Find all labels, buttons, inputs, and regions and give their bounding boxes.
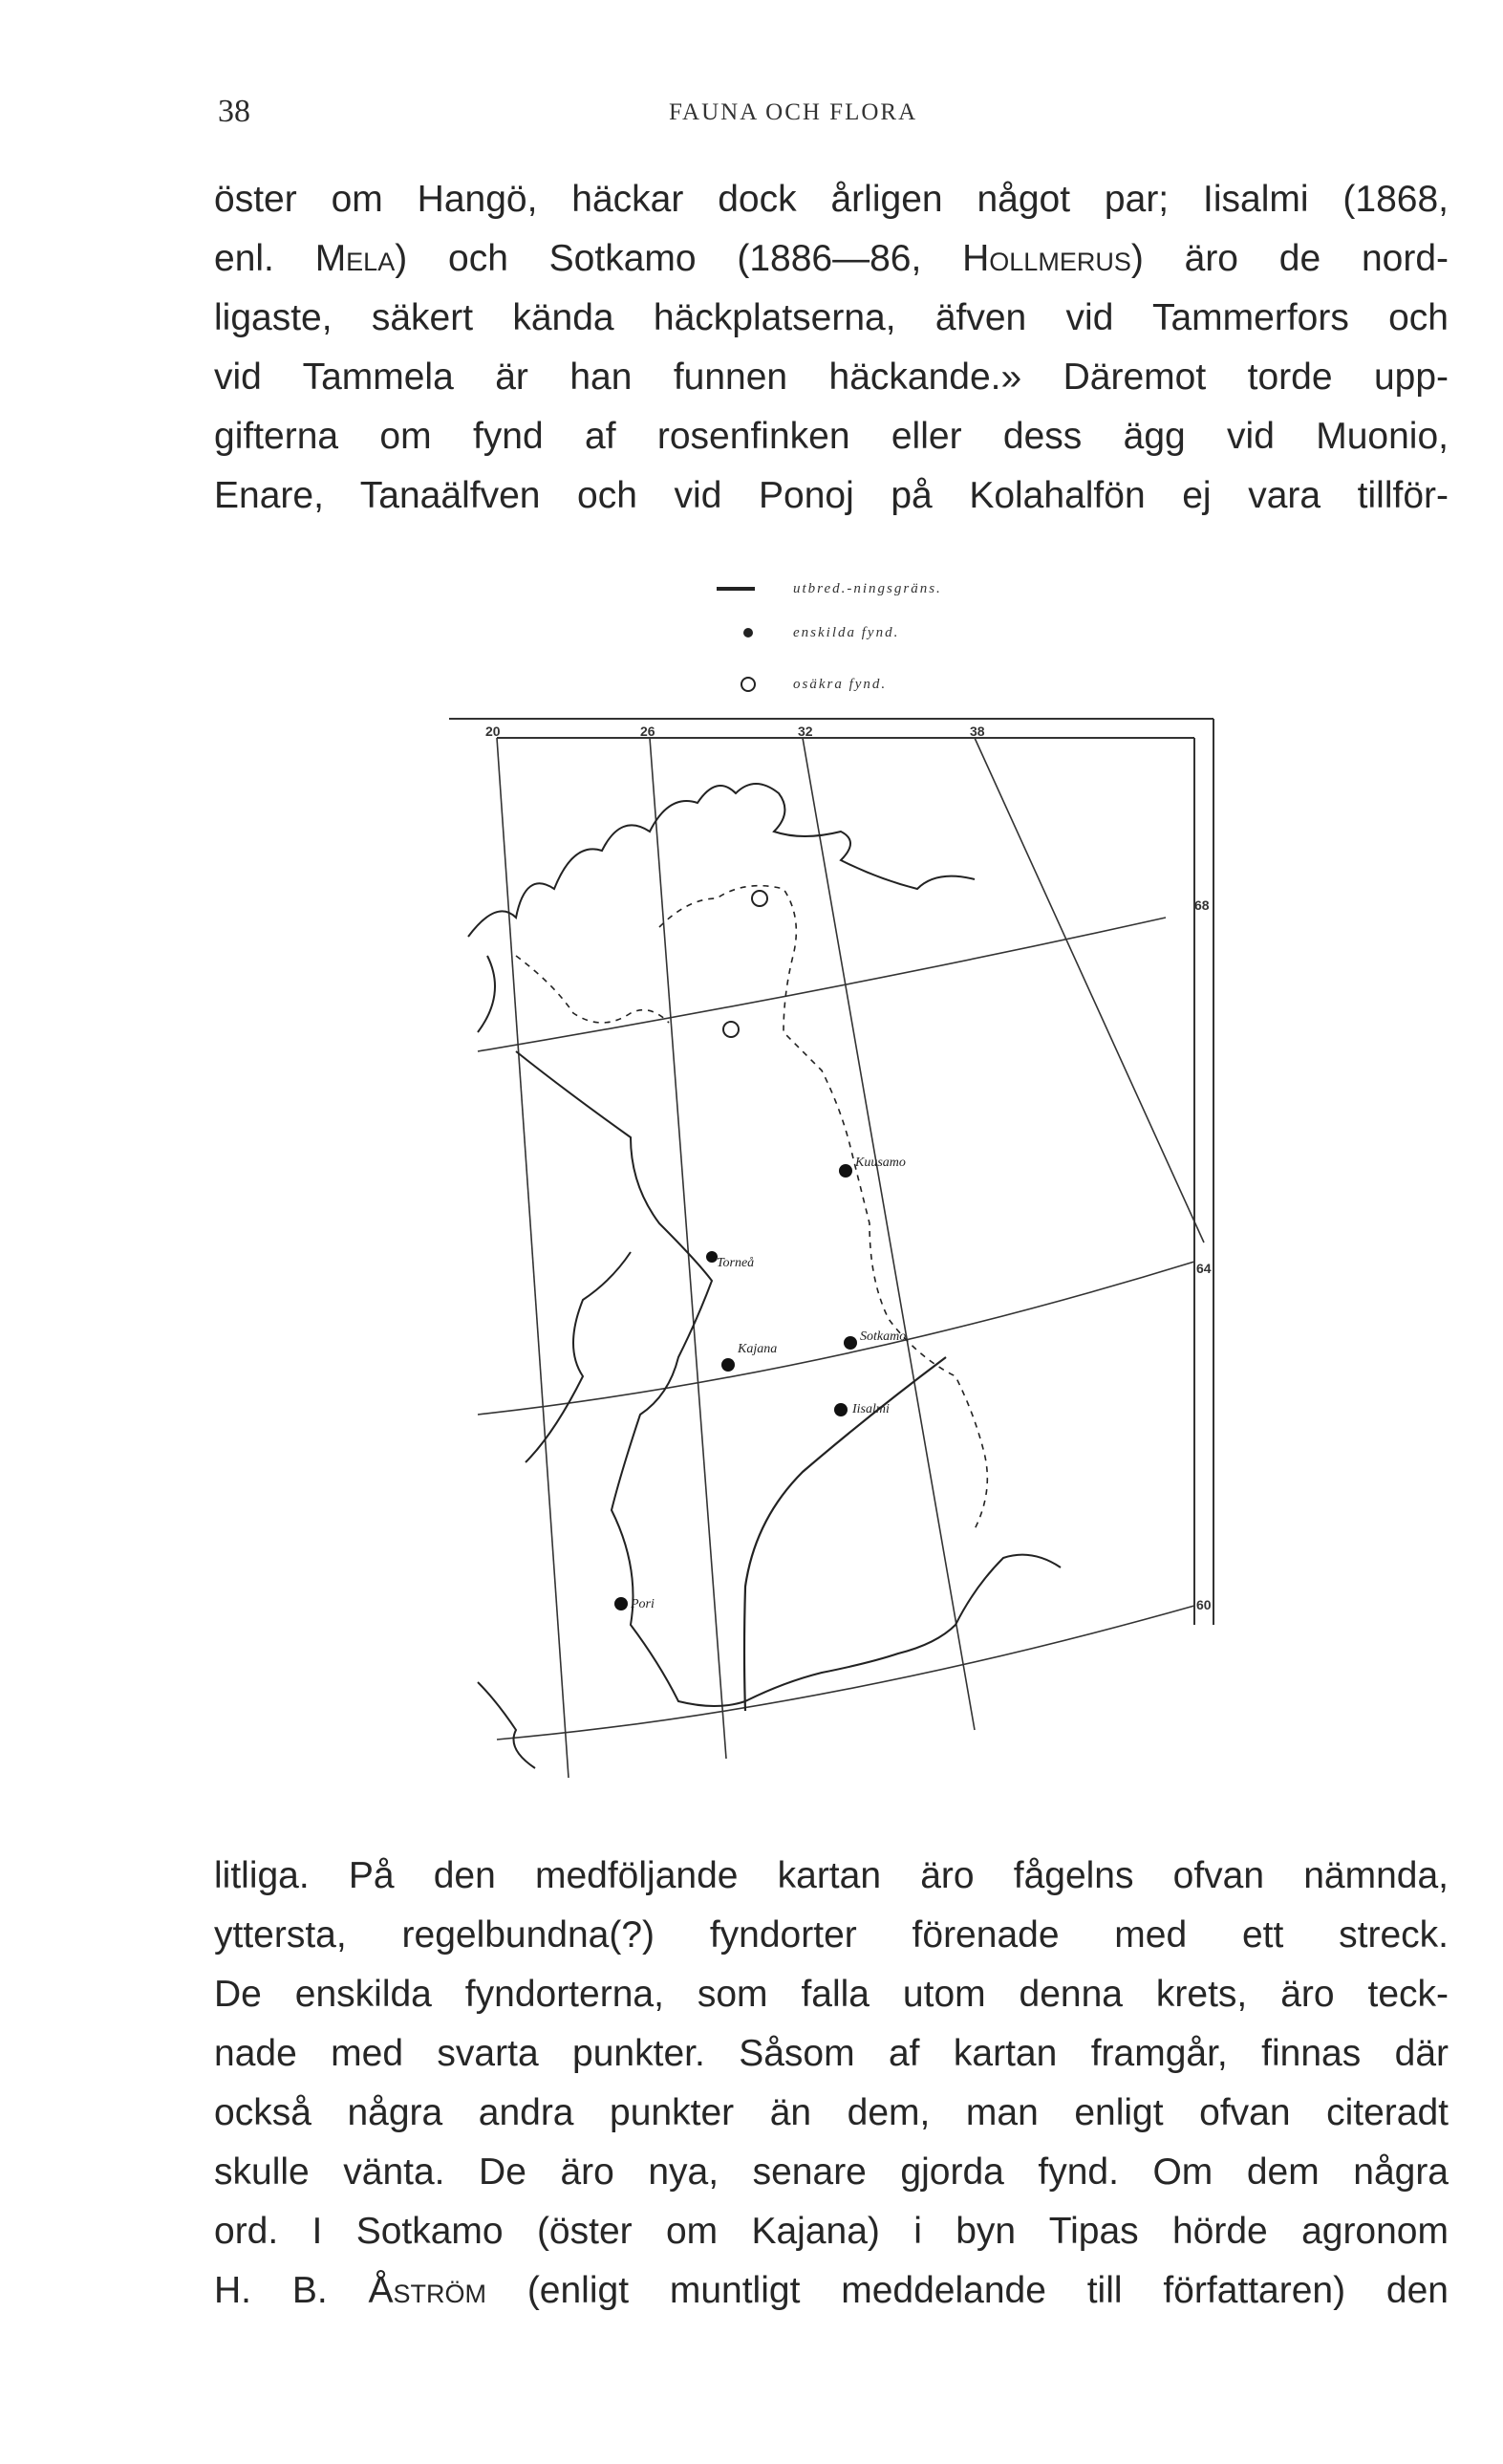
- text-line: öster om Hangö, häckar dock årligen något par; Iisalmi (1868,: [214, 179, 1449, 220]
- text-line: yttersta, regelbundna(?) fyndorter förenade med ett streck.: [214, 1914, 1449, 1956]
- border-line: [516, 886, 987, 1529]
- latitude-label: 60: [1196, 1597, 1212, 1612]
- text-line: [214, 229, 1449, 289]
- text-line: också några andra punkter än dem, man enligt ofvan citeradt: [214, 2092, 1449, 2133]
- place-label-sotkamo: Sotkamo: [860, 1329, 907, 1344]
- legend-circle-label: osäkra fynd.: [793, 677, 888, 692]
- author-name-hollmerus: Hollmerus: [962, 238, 1131, 279]
- text-run: (enligt muntligt meddelande till författaren) den: [486, 2270, 1449, 2311]
- text-line: ligaste, säkert kända häckplatserna, äfven vid Tammerfors och: [214, 297, 1449, 338]
- legend-dot-symbol: [743, 628, 753, 638]
- text-line: ord. I Sotkamo (öster om Kajana) i byn Tipas hörde agronom: [214, 2211, 1449, 2252]
- text-line: [214, 2261, 1449, 2321]
- place-label-pori: Pori: [631, 1597, 655, 1611]
- text-line: De enskilda fyndorterna, som falla utom denna krets, äro teck-: [214, 1974, 1449, 2015]
- longitude-label: 20: [485, 724, 501, 739]
- find-dot-iisalmi: [834, 1403, 848, 1416]
- text-run: ) äro de nord-: [1130, 238, 1449, 279]
- find-dot-kuusamo: [839, 1164, 852, 1178]
- place-label-tornea: Torneå: [717, 1256, 755, 1270]
- latitude-label: 68: [1194, 897, 1210, 913]
- place-label-kajana: Kajana: [738, 1342, 778, 1356]
- text-line: skulle vänta. De äro nya, senare gjorda fynd. Om dem några: [214, 2151, 1449, 2193]
- body-paragraph-bottom: [214, 1847, 1449, 2321]
- author-name-astrom: Åström: [368, 2270, 486, 2311]
- text-run: enl.: [214, 238, 315, 279]
- legend-dot-label: enskilda fynd.: [793, 625, 900, 640]
- longitude-label: 26: [640, 724, 655, 739]
- uncertain-find-marker: [723, 1022, 739, 1037]
- text-line: gifterna om fynd af rosenfinken eller dess ägg vid Muonio,: [214, 416, 1449, 457]
- find-dot-sotkamo: [844, 1336, 857, 1350]
- body-paragraph-top: [214, 170, 1449, 526]
- distribution-map: [440, 554, 1223, 1797]
- longitude-label: 32: [798, 724, 813, 739]
- text-run: H. B.: [214, 2270, 369, 2311]
- running-head: FAUNA OCH FLORA: [669, 99, 918, 125]
- longitude-label: 38: [970, 724, 985, 739]
- map-legend: [717, 581, 942, 692]
- author-name-mela: Mela: [314, 238, 396, 279]
- place-label-kuusamo: Kuusamo: [855, 1156, 906, 1170]
- graticule: [478, 738, 1204, 1778]
- latitude-label: 64: [1196, 1261, 1212, 1276]
- find-dot-kajana: [721, 1358, 735, 1372]
- legend-line-label: utbred.-ningsgräns.: [793, 581, 942, 596]
- text-line: vid Tammela är han funnen häckande.» Däremot torde upp-: [214, 357, 1449, 398]
- find-dot-pori: [614, 1597, 628, 1610]
- text-line: Enare, Tanaälfven och vid Ponoj på Kolahalfön ej vara tillför-: [214, 475, 1449, 516]
- text-run: ) och Sotkamo (1886—86,: [395, 238, 963, 279]
- text-line: litliga. På den medföljande kartan äro fågelns ofvan nämnda,: [214, 1855, 1449, 1896]
- map-figure: [440, 554, 1223, 1797]
- page-number: 38: [218, 94, 250, 129]
- legend-circle-symbol: [741, 678, 755, 691]
- text-line: nade med svarta punkter. Såsom af kartan framgår, finnas där: [214, 2033, 1449, 2074]
- place-label-iisalmi: Iisalmi: [852, 1402, 890, 1416]
- uncertain-find-marker: [752, 891, 767, 906]
- map-frame: [449, 719, 1213, 1625]
